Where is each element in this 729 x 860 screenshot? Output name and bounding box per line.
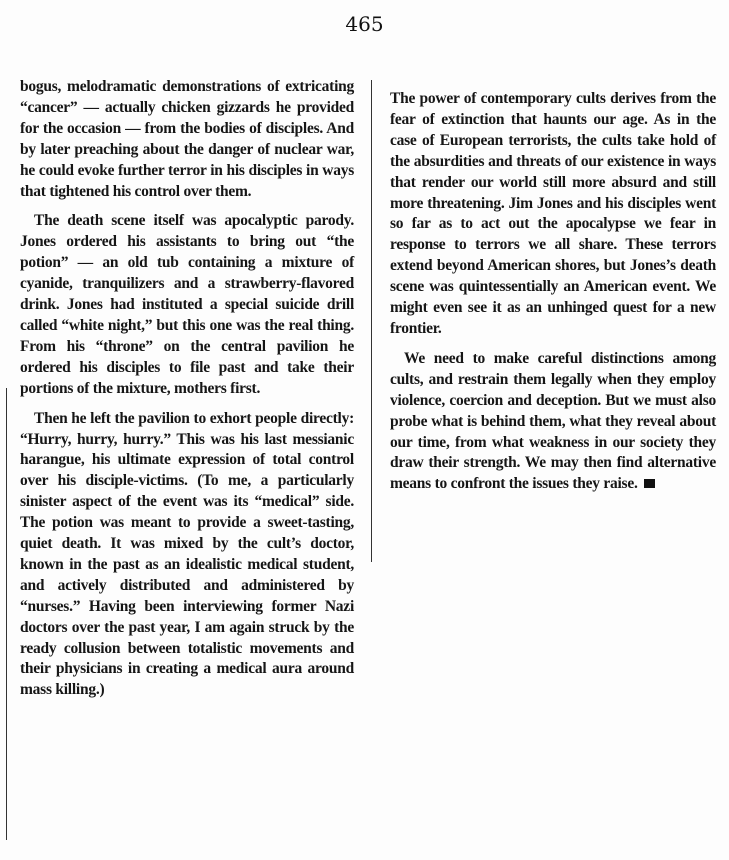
left-paragraph-1: bogus, melodramatic demonstrations of extricating “cancer” — actually chicken gizzards he provided for the occasion — from the bodies of disciples. And by later preaching about the danger of nuclear war, he could evoke further terror in his disciples in ways that tightened his control over them. <box>20 78 354 200</box>
right-paragraph-2 <box>390 349 716 495</box>
column-divider-rule <box>371 80 372 562</box>
left-margin-rule <box>6 388 7 840</box>
left-paragraph-3: Then he left the pavilion to exhort people directly: “Hurry, hurry, hurry.” This was his last messianic harangue, his ultimate expression of total control over his disciple-victims. (To me, a particularly sinister aspect of the event was its “medical” side. The potion was meant to provide a sweet-tasting, quiet death. It was mixed by the cult’s doctor, known in the past as an idealistic medical student, and actively distributed and administered by “nurses.” Having been interviewing former Nazi doctors over the past year, I am again struck by the ready collusion between totalistic movements and their physicians in creating a medical aura around mass killing.) <box>20 409 354 699</box>
right-paragraph-1: The power of contemporary cults derives from the fear of extinction that haunts our age. As in the case of European terrorists, the cults take hold of the absurdities and threats of our existence in ways that render our world still more absurd and still more threatening. Jim Jones and his disciples went so far as to act out the apocalypse we fear in response to terrors we all share. These terrors extend beyond American shores, but Jones’s death scene was quintessentially an American event. We might even see it as an unhinged quest for a new frontier. <box>390 90 716 337</box>
end-of-article-mark <box>644 479 655 488</box>
right-column <box>390 89 716 495</box>
right-paragraph-2-text: We need to make careful distinctions among cults, and restrain them legally when they employ violence, coercion and deception. But we must also probe what is behind them, what they reveal about our time, from what weakness in our society they draw their strength. We may then find alternative means to confront the issues they raise. <box>390 349 716 493</box>
left-column <box>20 77 354 701</box>
left-paragraph-2: The death scene itself was apocalyptic parody. Jones ordered his assistants to bring out “the potion” — an old tub containing a mixture of cyanide, tranquilizers and a strawberry-flavored drink. Jones had instituted a special suicide drill called “white night,” but this one was the real thing. From his “throne” on the central pavilion he ordered his disciples to file past and take their portions of the mixture, mothers first. <box>20 212 354 397</box>
page-number: 465 <box>345 12 384 36</box>
